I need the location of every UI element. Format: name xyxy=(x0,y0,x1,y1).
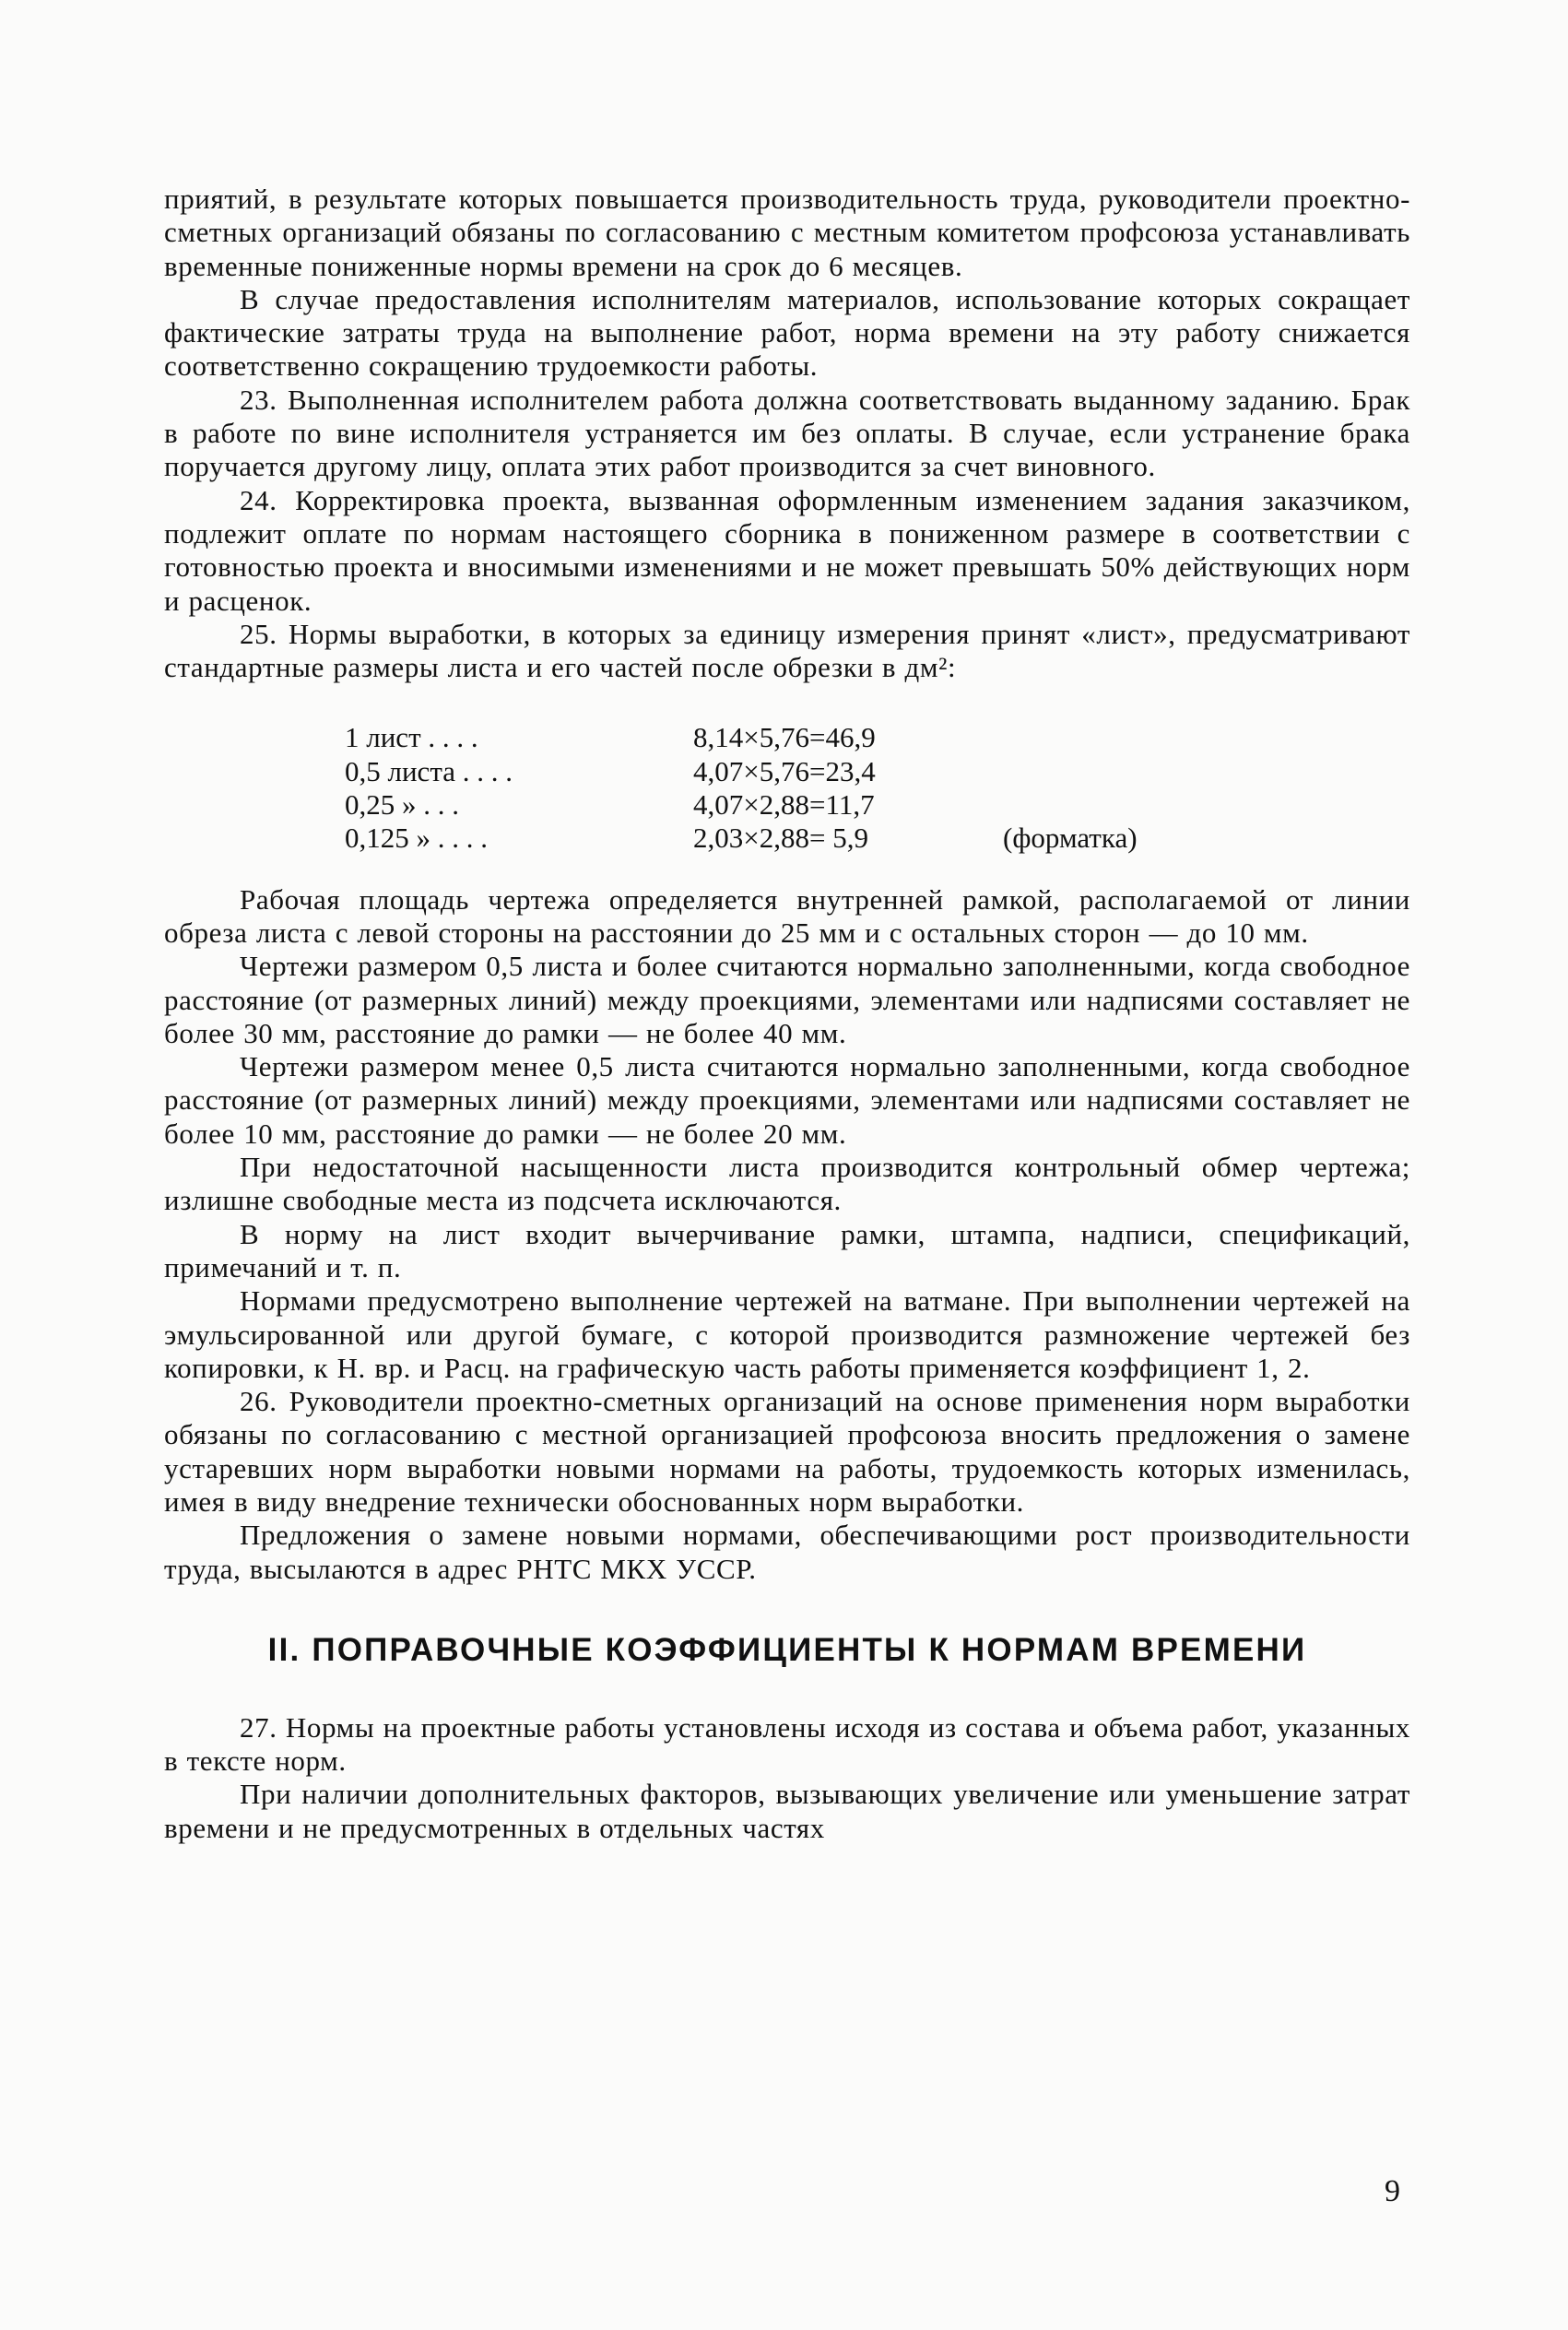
sheet-name: 0,125 » . . . . xyxy=(345,822,488,855)
paragraph-small-drawings: Чертежи размером менее 0,5 листа считаются нормально заполненными, когда свободное расстояние (от размерных линий) между проекциями, элементами или надписями составляет не более 10 мм, расстояние до рамки — не более 20 мм. xyxy=(164,1050,1410,1150)
paragraph-25: 25. Нормы выработки, в которых за единицу измерения принят «лист», предусматривают стандартные размеры листа и его частей после обрезки в дм²: xyxy=(164,617,1410,684)
paragraph-large-drawings: Чертежи размером 0,5 листа и более считаются нормально заполненными, когда свободное расстояние (от размерных линий) между проекциями, элементами или надписями составляет не более 30 мм, расстояние до рамки — не более 40 мм. xyxy=(164,950,1410,1049)
sheet-size: 4,07×5,76=23,4 xyxy=(693,754,876,787)
body-text xyxy=(164,183,1410,1845)
paragraph-sheet-includes: В норму на лист входит вычерчивание рамки, штампа, надписи, спецификаций, примечаний и т. п. xyxy=(164,1217,1410,1283)
paragraph-working-area: Рабочая площадь чертежа определяется внутренней рамкой, располагаемой от линии обреза листа с левой стороны на расстоянии до 25 мм и с остальных сторон — до 10 мм. xyxy=(164,882,1410,949)
paragraph-24: 24. Корректировка проекта, вызванная оформленным изменением задания заказчиком, подлежит оплате по нормам настоящего сборника в пониженном размере в соответствии с готовностью проекта и вносимыми изменениями и не может превышать 50% действующих норм и расценок. xyxy=(164,483,1410,617)
table-row xyxy=(345,755,1410,788)
paragraph-23: 23. Выполненная исполнителем работа должна соответствовать выданному заданию. Брак в работе по вине исполнителя устраняется им без оплаты. В случае, если устранение брака поручается другому лицу, оплата этих работ производится за счет виновного. xyxy=(164,383,1410,483)
sheet-name: 0,25 » . . . xyxy=(345,788,459,822)
table-row xyxy=(345,721,1410,754)
sheet-size-table xyxy=(345,721,1410,855)
paragraph-26: 26. Руководители проектно-сметных организаций на основе применения норм выработки обязаны по согласованию с местной организацией профсоюза вносить предложения о замене устаревших норм выработки новыми нормами на работы, трудоемкость которых изменилась, имея в виду внедрение технически обоснованных норм выработки. xyxy=(164,1385,1410,1518)
sheet-size: 2,03×2,88= 5,9 xyxy=(693,822,868,855)
paragraph-proposals: Предложения о замене новыми нормами, обеспечивающими рост производительности труда, высылаются в адрес РНТС МКХ УССР. xyxy=(164,1519,1410,1585)
sheet-name: 0,5 листа . . . . xyxy=(345,754,513,787)
paragraph-control-measure: При недостаточной насыщенности листа производится контрольный обмер чертежа; излишне свободные места из подсчета исключаются. xyxy=(164,1151,1410,1217)
table-row xyxy=(345,822,1410,855)
paragraph-additional-factors: При наличии дополнительных факторов, вызывающих увеличение или уменьшение затрат времени и не предусмотренных в отдельных частях xyxy=(164,1778,1410,1844)
sheet-note: (форматка) xyxy=(1003,822,1138,855)
sheet-size: 8,14×5,76=46,9 xyxy=(693,721,876,754)
page-number: 9 xyxy=(1385,2174,1400,2208)
sheet-size: 4,07×2,88=11,7 xyxy=(693,788,875,822)
table-row xyxy=(345,788,1410,822)
sheet-name: 1 лист . . . . xyxy=(345,721,478,754)
paragraph-whatman: Нормами предусмотрено выполнение чертежей на ватмане. При выполнении чертежей на эмульсированной или другой бумаге, с которой производится размножение чертежей без копировки, к Н. вр. и Расц. на графическую часть работы применяется коэффициент 1, 2. xyxy=(164,1284,1410,1384)
paragraph-27: 27. Нормы на проектные работы установлены исходя из состава и объема работ, указанных в тексте норм. xyxy=(164,1710,1410,1778)
paragraph-continuation: приятий, в результате которых повышается производительность труда, руководители проектно-сметных организаций обязаны по согласованию с местным комитетом профсоюза устанавливать временные пониженные нормы времени на срок до 6 месяцев. xyxy=(164,183,1410,282)
paragraph-materials: В случае предоставления исполнителям материалов, использование которых сокращает фактические затраты труда на выполнение работ, норма времени на эту работу снижается соответственно сокращению трудоемкости работы. xyxy=(164,282,1410,383)
section-heading: II. ПОПРАВОЧНЫЕ КОЭФФИЦИЕНТЫ К НОРМАМ ВРЕМЕНИ xyxy=(267,1631,1307,1668)
